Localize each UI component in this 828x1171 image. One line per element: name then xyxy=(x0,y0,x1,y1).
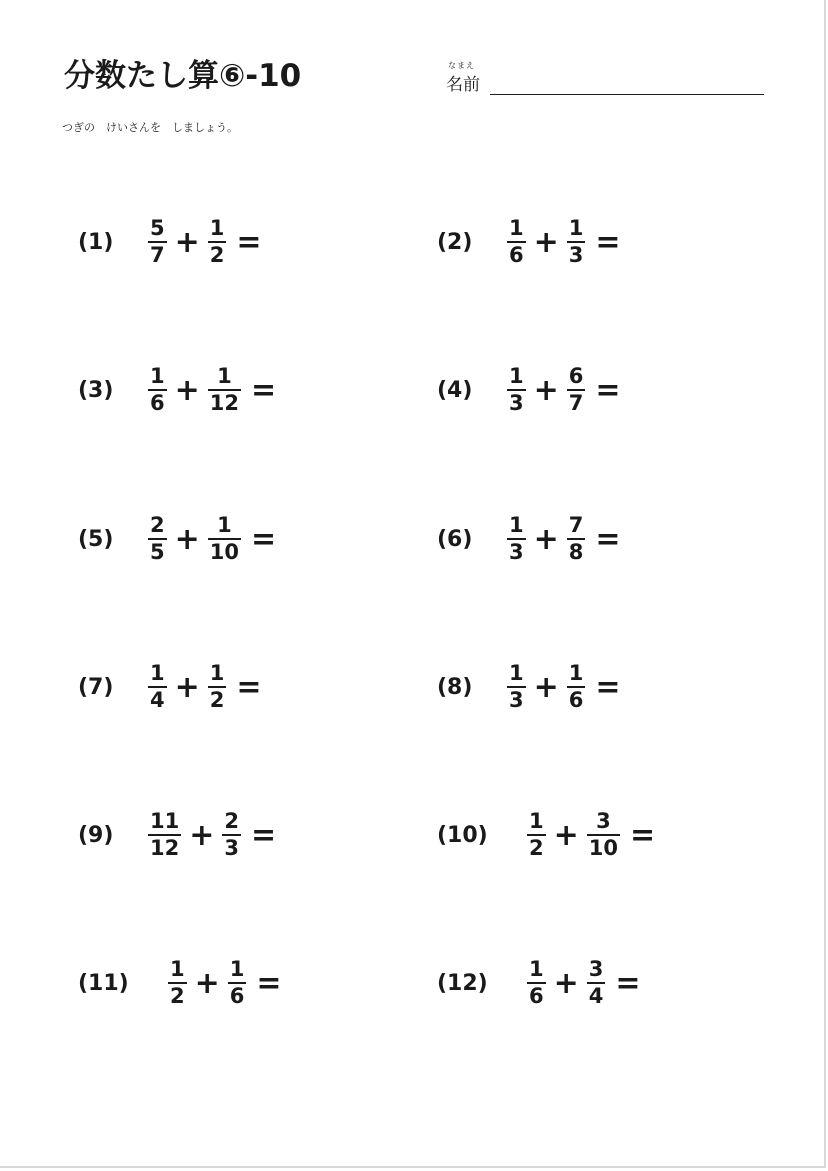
numerator: 1 xyxy=(209,216,225,240)
denominator: 10 xyxy=(588,836,618,860)
plus-sign: + xyxy=(533,224,559,260)
equals-sign: = xyxy=(236,224,262,260)
denominator: 7 xyxy=(568,391,584,415)
fraction-b xyxy=(567,218,586,266)
denominator: 2 xyxy=(529,836,544,860)
numerator: 1 xyxy=(509,216,524,240)
problem-9 xyxy=(78,805,276,865)
problem-number: (3) xyxy=(78,377,114,403)
denominator: 6 xyxy=(229,984,245,1008)
plus-sign: + xyxy=(553,817,579,853)
numerator: 1 xyxy=(509,661,524,685)
fraction-b xyxy=(208,366,241,414)
equals-sign: = xyxy=(256,965,282,1001)
numerator: 1 xyxy=(568,661,584,685)
problem-2 xyxy=(437,212,621,272)
plus-sign: + xyxy=(174,224,200,260)
problem-4 xyxy=(437,360,621,420)
worksheet-title: 分数たし算⑥-10 xyxy=(64,58,302,94)
name-write-line xyxy=(490,94,764,95)
fraction-a xyxy=(148,218,167,266)
plus-sign: + xyxy=(174,372,200,408)
problem-number: (8) xyxy=(437,674,473,700)
numerator: 3 xyxy=(588,957,604,981)
fraction-b xyxy=(587,811,620,859)
equals-sign: = xyxy=(595,224,621,260)
numerator: 1 xyxy=(509,364,524,388)
numerator: 11 xyxy=(150,809,180,833)
name-field xyxy=(446,58,766,98)
numerator: 6 xyxy=(568,364,584,388)
problem-5 xyxy=(78,509,276,569)
plus-sign: + xyxy=(533,521,559,557)
numerator: 1 xyxy=(217,364,232,388)
denominator: 3 xyxy=(509,391,524,415)
problem-number: (4) xyxy=(437,377,473,403)
denominator: 3 xyxy=(509,688,524,712)
fraction-b xyxy=(567,515,586,563)
numerator: 2 xyxy=(224,809,239,833)
fraction-a xyxy=(527,811,546,859)
problem-number: (2) xyxy=(437,229,473,255)
fraction-a xyxy=(148,366,167,414)
numerator: 1 xyxy=(209,661,225,685)
equals-sign: = xyxy=(251,521,277,557)
equals-sign: = xyxy=(236,669,262,705)
denominator: 2 xyxy=(209,688,225,712)
denominator: 12 xyxy=(209,391,239,415)
denominator: 3 xyxy=(509,540,524,564)
fraction-b xyxy=(567,366,586,414)
problem-number: (6) xyxy=(437,526,473,552)
fraction-a xyxy=(168,959,187,1007)
fraction-a xyxy=(507,366,526,414)
problem-12 xyxy=(437,953,641,1013)
fraction-b xyxy=(587,959,606,1007)
fraction-b xyxy=(222,811,241,859)
equals-sign: = xyxy=(595,521,621,557)
problem-number: (5) xyxy=(78,526,114,552)
fraction-b xyxy=(208,218,227,266)
fraction-a xyxy=(507,663,526,711)
plus-sign: + xyxy=(174,521,200,557)
numerator: 3 xyxy=(596,809,611,833)
problem-3 xyxy=(78,360,276,420)
numerator: 1 xyxy=(229,957,245,981)
denominator: 3 xyxy=(568,243,584,267)
name-ruby: なまえ xyxy=(448,61,475,70)
plus-sign: + xyxy=(194,965,220,1001)
denominator: 3 xyxy=(224,836,239,860)
problem-number: (9) xyxy=(78,822,114,848)
numerator: 7 xyxy=(568,513,584,537)
denominator: 6 xyxy=(529,984,544,1008)
plus-sign: + xyxy=(533,372,559,408)
plus-sign: + xyxy=(533,669,559,705)
problem-11 xyxy=(78,953,282,1013)
problem-number: (10) xyxy=(437,822,488,848)
denominator: 10 xyxy=(209,540,239,564)
numerator: 2 xyxy=(150,513,165,537)
fraction-b xyxy=(228,959,247,1007)
fraction-a xyxy=(148,811,181,859)
problem-number: (1) xyxy=(78,229,114,255)
denominator: 2 xyxy=(209,243,225,267)
numerator: 1 xyxy=(150,364,165,388)
instruction-text: つぎの けいさんを しましょう。 xyxy=(62,121,238,134)
equals-sign: = xyxy=(615,965,641,1001)
equals-sign: = xyxy=(595,372,621,408)
denominator: 6 xyxy=(509,243,524,267)
denominator: 7 xyxy=(150,243,165,267)
equals-sign: = xyxy=(630,817,656,853)
problem-10 xyxy=(437,805,655,865)
plus-sign: + xyxy=(553,965,579,1001)
fraction-a xyxy=(148,515,167,563)
numerator: 1 xyxy=(529,957,544,981)
denominator: 8 xyxy=(568,540,584,564)
denominator: 12 xyxy=(150,836,180,860)
problem-1 xyxy=(78,212,262,272)
fraction-a xyxy=(507,515,526,563)
fraction-a xyxy=(527,959,546,1007)
problem-number: (7) xyxy=(78,674,114,700)
fraction-a xyxy=(507,218,526,266)
numerator: 1 xyxy=(509,513,524,537)
denominator: 5 xyxy=(150,540,165,564)
numerator: 1 xyxy=(529,809,544,833)
numerator: 5 xyxy=(150,216,165,240)
equals-sign: = xyxy=(251,817,277,853)
plus-sign: + xyxy=(174,669,200,705)
fraction-b xyxy=(208,663,227,711)
problem-7 xyxy=(78,657,262,717)
problem-6 xyxy=(437,509,621,569)
denominator: 6 xyxy=(150,391,165,415)
name-label: 名前 xyxy=(446,75,480,95)
numerator: 1 xyxy=(150,661,165,685)
denominator: 6 xyxy=(568,688,584,712)
problem-8 xyxy=(437,657,621,717)
numerator: 1 xyxy=(170,957,185,981)
denominator: 4 xyxy=(588,984,604,1008)
fraction-b xyxy=(567,663,586,711)
fraction-a xyxy=(148,663,167,711)
numerator: 1 xyxy=(217,513,232,537)
plus-sign: + xyxy=(189,817,215,853)
problem-number: (12) xyxy=(437,970,488,996)
denominator: 4 xyxy=(150,688,165,712)
equals-sign: = xyxy=(251,372,277,408)
numerator: 1 xyxy=(568,216,584,240)
fraction-b xyxy=(208,515,241,563)
denominator: 2 xyxy=(170,984,185,1008)
equals-sign: = xyxy=(595,669,621,705)
problem-number: (11) xyxy=(78,970,129,996)
